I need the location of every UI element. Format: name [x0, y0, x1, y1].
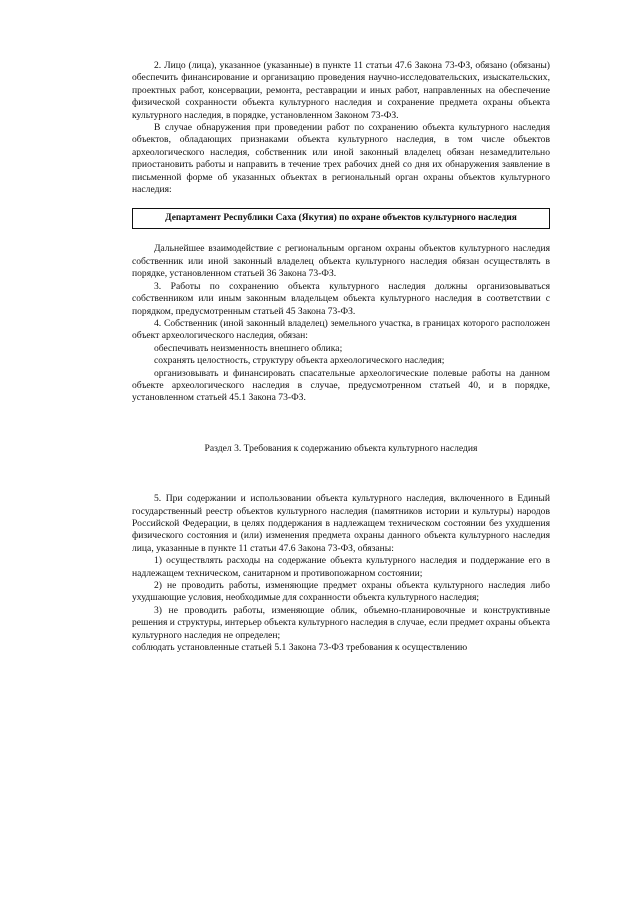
authority-name-box: Департамент Республики Саха (Якутия) по охране объектов культурного наследия	[132, 208, 550, 229]
list-item-appearance: обеспечивать неизменность внешнего облика;	[154, 342, 343, 354]
list-item-integrity: сохранять целостность, структуру объекта археологического наследия;	[154, 355, 445, 367]
paragraph-discovery: В случае обнаружения при проведении работ по сохранению объекта культурного наследия объектов, обладающих признаками объекта культурного наследия, в том числе объектов археологического наследия, собственник или иной законный владелец обязан незамедлительно приостановить работы и направить в течение трех рабочих дней со дня их обнаружения заявление в письменной форме об указанных объектах в региональный орган охраны объектов культурного наследия:	[132, 122, 550, 196]
section-title: Раздел 3. Требования к содержанию объекта культурного наследия	[204, 442, 478, 454]
paragraph-3: 3. Работы по сохранению объекта культурного наследия должны организовываться собственником или иным законным владельцем объекта культурного наследия в соответствии с порядком, предусмотренным статьей 45 Закона 73-ФЗ.	[132, 280, 550, 317]
authority-box-wrap	[132, 208, 550, 229]
paragraph-5: 5. При содержании и использовании объекта культурного наследия, включенного в Единый государственный реестр объектов культурного наследия (памятников истории и культуры) народов Российской Федерации, в целях поддержания в надлежащем техническом состоянии без ухудшения физического состояния и (или) изменения предмета охраны данного объекта культурного наследия лица, указанные в пункте 11 статьи 47.6 Закона 73-ФЗ, обязаны:	[132, 493, 550, 554]
spacer	[132, 455, 550, 493]
paragraph-2: 2. Лицо (лица), указанное (указанные) в пункте 11 статьи 47.6 Закона 73-ФЗ, обязано (обязаны) обеспечить финансирование и организацию проведения научно-исследовательских, изыскательских, проектных работ, консервации, ремонта, реставрации и иных работ, направленных на обеспечение физической сохранности объекта культурного наследия и сохранение предмета охраны объекта культурного наследия, в порядке, установленном Законом 73-ФЗ.	[132, 60, 550, 121]
spacer	[132, 405, 550, 443]
paragraph-interaction: Дальнейшее взаимодействие с региональным органом охраны объектов культурного наследия собственник или иной законный владелец объекта культурного наследия обязан осуществлять в порядке, установленном статьей 36 Закона 73-ФЗ.	[132, 243, 550, 280]
list-item-3: 3) не проводить работы, изменяющие облик, объемно-планировочные и конструктивные решения и структуры, интерьер объекта культурного наследия в случае, если предмет охраны объекта культурного наследия не определен;	[132, 604, 550, 641]
list-item-1: 1) осуществлять расходы на содержание объекта культурного наследия и поддержание его в надлежащем техническом, санитарном и противопожарном состоянии;	[132, 555, 550, 579]
list-item-2: 2) не проводить работы, изменяющие предмет охраны объекта культурного наследия либо ухудшающие условия, необходимые для сохранности объекта культурного наследия;	[132, 580, 550, 604]
document-page	[132, 60, 550, 654]
paragraph-4: 4. Собственник (иной законный владелец) земельного участка, в границах которого расположен объект археологического наследия, обязан:	[132, 317, 550, 342]
paragraph-compliance: соблюдать установленные статьей 5.1 Закона 73-ФЗ требования к осуществлению	[132, 642, 468, 654]
list-item-rescue-works: организовывать и финансировать спасательные археологические полевые работы на данном объекте археологического наследия в случае, предусмотренном статьей 40, и в порядке, установленном статьей 45.1 Закона 73-ФЗ.	[132, 367, 550, 404]
